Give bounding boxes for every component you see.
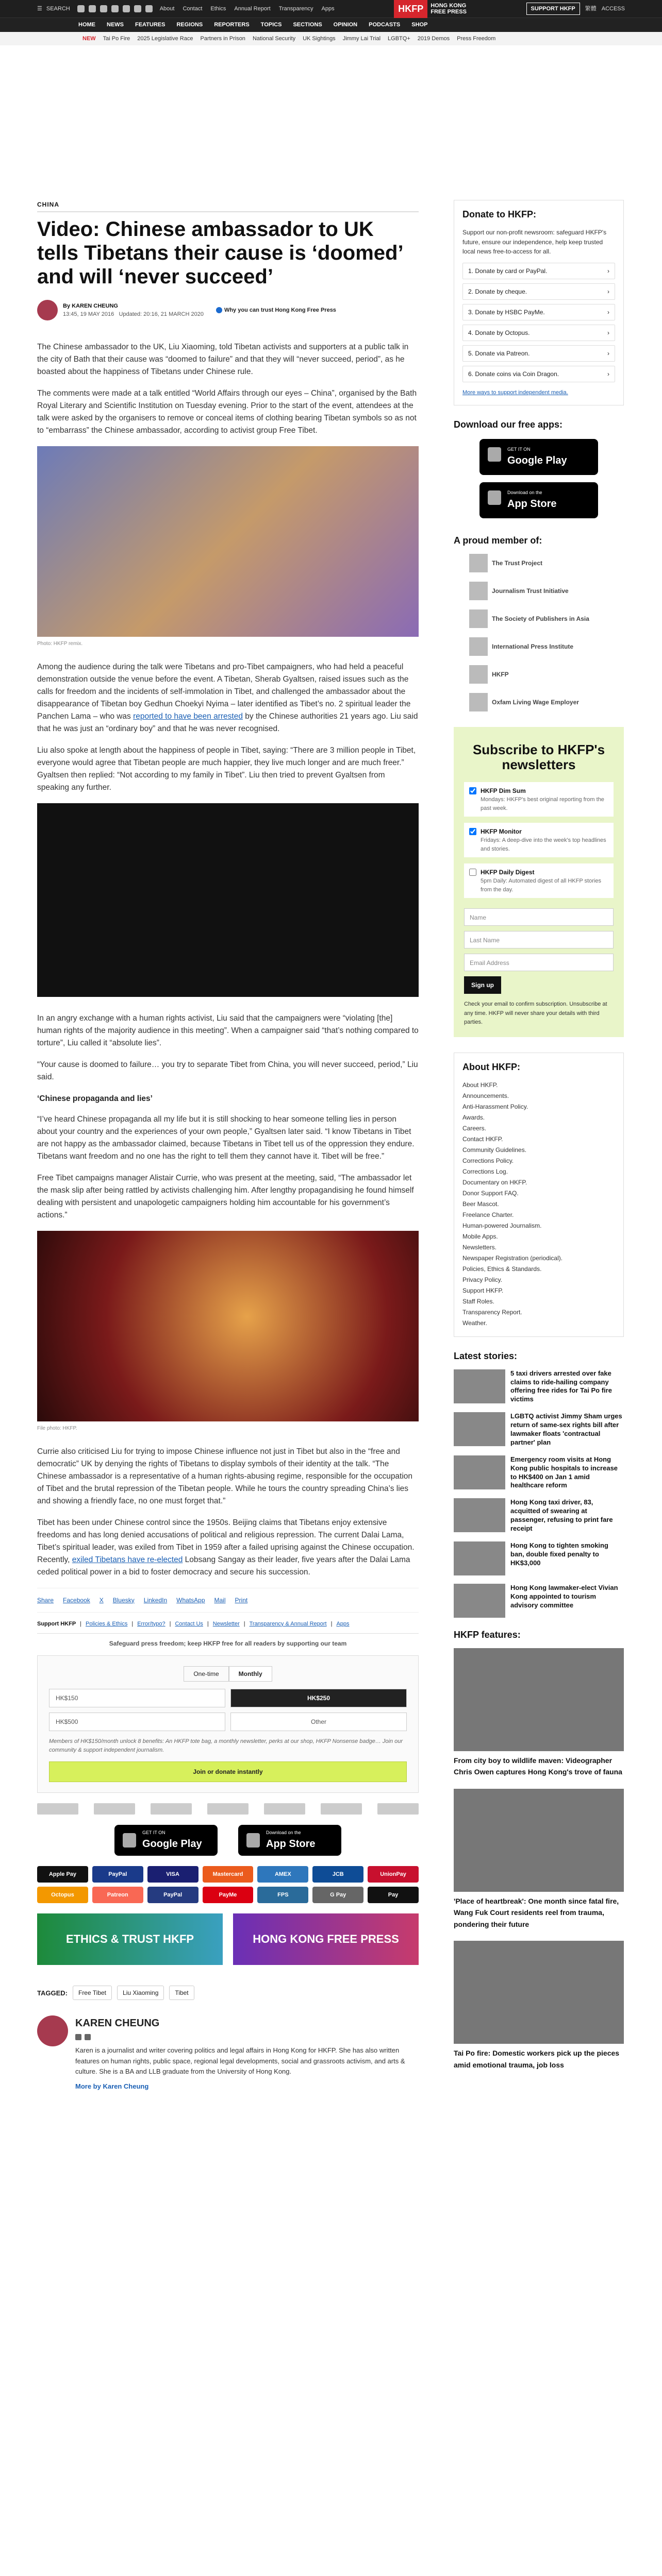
logo-box: HKFP xyxy=(394,0,427,18)
paragraph: Free Tibet campaigns manager Alistair Currie, who was present at the meeting, said, “The ambassador let the mask slip after being rattled by activists challenging him. After lengthy propagandising he found himself dealing with persistent and unapologetic campaigners holding him accountable for his government’s actions.” xyxy=(37,1173,414,1219)
about-link[interactable]: Announcements. xyxy=(462,1092,509,1099)
about-link[interactable]: About HKFP. xyxy=(462,1081,498,1089)
share-bar xyxy=(37,1588,419,1613)
feature-story[interactable] xyxy=(454,1941,624,2071)
newsletter-title: Subscribe to HKFP's newsletters xyxy=(472,742,605,772)
donate-method[interactable]: 2. Donate by cheque. › xyxy=(462,283,615,300)
chevron-right-icon: › xyxy=(607,287,609,295)
top-link[interactable]: Annual Report xyxy=(234,5,271,12)
about-link[interactable]: Freelance Charter. xyxy=(462,1211,514,1218)
donate-widget xyxy=(454,200,624,405)
about-widget xyxy=(454,1053,624,1337)
account-link[interactable]: ACCESS xyxy=(601,5,625,12)
newsletter-link[interactable]: Newsletter xyxy=(212,1620,240,1627)
newsletter-option[interactable]: HKFP Monitor Fridays: A deep-dive into the week's top headlines and stories. xyxy=(464,823,614,857)
story-thumbnail xyxy=(454,1412,505,1446)
newsletter-fine-print: Check your email to confirm subscription. Unsubscribe at any time. HKFP will never share your details with third parties. xyxy=(464,1001,607,1025)
share-print[interactable]: Print xyxy=(235,1596,248,1604)
bluesky-icon[interactable] xyxy=(145,5,153,12)
chevron-right-icon: › xyxy=(607,349,609,357)
about-link[interactable]: Support HKFP. xyxy=(462,1286,504,1294)
top-link[interactable]: About xyxy=(159,5,175,12)
tag[interactable]: Tibet xyxy=(169,1986,194,2000)
partner-logo[interactable] xyxy=(37,1803,78,1815)
nav-reporters[interactable]: REPORTERS xyxy=(214,22,250,28)
payment-logo: Mastercard xyxy=(203,1866,254,1883)
about-link[interactable]: Corrections Log. xyxy=(462,1167,508,1175)
about-link[interactable]: Human-powered Journalism. xyxy=(462,1222,542,1229)
feature-headline: Tai Po fire: Domestic workers pick up the pieces amid emotional trauma, job loss xyxy=(454,2049,620,2069)
newsletter-option[interactable]: HKFP Dim Sum Mondays: HKFP's best original reporting from the past week. xyxy=(464,782,614,817)
story-headline: Hong Kong taxi driver, 83, acquitted of swearing at passenger, refusing to print fare receipt xyxy=(510,1498,613,1532)
payment-logo: UnionPay xyxy=(368,1866,419,1883)
donate-method[interactable]: 5. Donate via Patreon. › xyxy=(462,345,615,362)
facebook-icon[interactable] xyxy=(89,5,96,12)
nav-features[interactable]: FEATURES xyxy=(135,22,166,28)
support-link[interactable]: Support HKFP xyxy=(37,1620,76,1627)
top-link[interactable]: Transparency xyxy=(278,5,313,12)
amount-option-selected[interactable]: HK$250 xyxy=(230,1689,407,1707)
nav-regions[interactable]: REGIONS xyxy=(176,22,203,28)
donate-method[interactable]: 3. Donate by HSBC PayMe. › xyxy=(462,304,615,320)
sidebar xyxy=(454,200,624,2081)
trust-link[interactable]: Why you can trust Hong Kong Free Press xyxy=(216,306,336,315)
member-logo[interactable]: The Trust Project xyxy=(469,554,624,572)
about-link[interactable]: Community Guidelines. xyxy=(462,1146,527,1154)
video-player[interactable] xyxy=(37,803,419,997)
site-logo[interactable] xyxy=(394,0,467,18)
latest-story[interactable] xyxy=(454,1369,624,1404)
trust-icon xyxy=(216,307,222,313)
tags xyxy=(37,1986,419,2000)
trending-link[interactable]: UK Sightings xyxy=(303,35,336,42)
chevron-right-icon: › xyxy=(607,267,609,275)
signup-button[interactable]: Sign up xyxy=(464,976,501,994)
partner-logo[interactable] xyxy=(151,1803,192,1815)
payment-logo: Octopus xyxy=(37,1887,88,1903)
donate-method[interactable]: 6. Donate coins via Coin Dragon. › xyxy=(462,366,615,382)
about-link[interactable]: Privacy Policy. xyxy=(462,1276,503,1283)
share-whatsapp[interactable]: WhatsApp xyxy=(176,1596,205,1604)
latest-story[interactable] xyxy=(454,1412,624,1447)
last-name-field[interactable]: Last Name xyxy=(464,931,614,948)
tag[interactable]: Free Tibet xyxy=(73,1986,112,2000)
nav-news[interactable]: NEWS xyxy=(107,22,124,28)
article-category[interactable]: CHINA xyxy=(37,200,419,212)
partner-logo[interactable] xyxy=(321,1803,362,1815)
paragraph: “I’ve heard Chinese propaganda all my life but it is still shocking to hear someone telling lies in person about your country and the experiences of your own people,” Gyaltsen later said. “I know Tibetans in Tibet are not happy as the ambassador claimed, because Tibetans in Tibet tell us of the oppression they endure. Tibetans want freedom and no one has the right to tell them they cannot have it. Tibet will be free.” xyxy=(37,1114,415,1161)
partner-logo[interactable] xyxy=(377,1803,419,1815)
tagged-label: TAGGED: xyxy=(37,1989,68,1997)
author-link[interactable]: KAREN CHEUNG xyxy=(72,302,118,309)
more-ways-link[interactable]: More ways to support independent media. xyxy=(462,389,568,396)
nav-podcasts[interactable]: PODCASTS xyxy=(369,22,401,28)
story-headline: LGBTQ activist Jimmy Sham urges return of same-sex rights bill after lawmaker floats 'contractual partner' plan xyxy=(510,1412,622,1446)
paragraph: Liu also spoke at length about the happiness of people in Tibet, saying: “There are 3 million people in Tibet, everyone would agree that Tibetan people are much happier, they live much longer and are much freer.” Gyaltsen then replied: “Not according to my family in Tibet”. Liu then tried to prevent Gyaltsen from speaking any further. xyxy=(37,746,416,792)
about-link[interactable]: Staff Roles. xyxy=(462,1297,494,1305)
author-photo[interactable] xyxy=(37,2015,68,2046)
tag[interactable]: Liu Xiaoming xyxy=(117,1986,164,2000)
logo-text-2: FREE PRESS xyxy=(431,9,467,15)
apps-link[interactable]: Apps xyxy=(336,1620,350,1627)
feature-story[interactable] xyxy=(454,1648,624,1778)
member-logo[interactable]: Oxfam Living Wage Employer xyxy=(469,693,624,711)
feature-headline: 'Place of heartbreak': One month since fatal fire, Wang Fuk Court residents reel from trauma, pondering their future xyxy=(454,1896,619,1928)
story-thumbnail xyxy=(454,1584,505,1618)
share-linkedin[interactable]: LinkedIn xyxy=(143,1596,168,1604)
top-link[interactable]: Apps xyxy=(321,5,335,12)
photo-caption: Photo: HKFP remix. xyxy=(37,641,83,647)
article-title: Video: Chinese ambassador to UK tells Tibetans their cause is ‘doomed’ and will ‘never succeed’ xyxy=(37,218,403,288)
feature-image xyxy=(454,1648,624,1751)
instagram-icon[interactable] xyxy=(100,5,107,12)
story-thumbnail xyxy=(454,1541,505,1575)
ambassador-photo xyxy=(37,446,419,637)
name-field[interactable]: Name xyxy=(464,908,614,926)
photo-caption: File photo: HKFP. xyxy=(37,1425,77,1431)
top-bar xyxy=(0,0,662,18)
story-thumbnail xyxy=(454,1369,505,1403)
support-button[interactable]: SUPPORT HKFP xyxy=(526,3,580,15)
policies-link[interactable]: Policies & Ethics xyxy=(86,1620,128,1627)
newsletter-option[interactable]: HKFP Daily Digest 5pm Daily: Automated digest of all HKFP stories from the day. xyxy=(464,863,614,898)
donation-note: Members of HK$150/month unlock 8 benefits: An HKFP tote bag, a monthly newsletter, perks at our shop, HKFP Nonsense badge… Join our community & support independent journalism. xyxy=(49,1738,403,1753)
main-nav xyxy=(0,18,662,32)
author-avatar[interactable] xyxy=(37,300,58,320)
top-links xyxy=(160,5,335,13)
youtube-icon[interactable] xyxy=(123,5,130,12)
trending-bar xyxy=(0,32,662,45)
x-icon[interactable] xyxy=(77,5,85,12)
nav-opinion[interactable]: OPINION xyxy=(333,22,358,28)
payment-methods xyxy=(37,1866,419,1903)
latest-story[interactable] xyxy=(454,1498,624,1533)
amount-option[interactable]: HK$150 xyxy=(49,1689,225,1707)
trending-link[interactable]: 2019 Demos xyxy=(417,35,450,42)
language-link[interactable]: 繁體 xyxy=(585,5,597,12)
about-link[interactable]: Donor Support FAQ. xyxy=(462,1189,519,1197)
story-headline: 5 taxi drivers arrested over fake claims to ride-hailing company offering free rides for Tai Po fire victims xyxy=(510,1369,612,1403)
join-button[interactable]: Join or donate instantly xyxy=(49,1761,407,1782)
trending-link[interactable]: Press Freedom xyxy=(457,35,496,42)
payment-logo: AMEX xyxy=(257,1866,308,1883)
error-link[interactable]: Error/typo? xyxy=(137,1620,166,1627)
threads-icon[interactable] xyxy=(111,5,119,12)
mail-icon[interactable] xyxy=(85,2034,91,2040)
about-link[interactable]: Weather. xyxy=(462,1319,487,1327)
newsletter-checkbox[interactable] xyxy=(469,869,476,876)
article xyxy=(37,200,419,2092)
donation-box xyxy=(37,1655,419,1793)
author-box xyxy=(37,2015,419,2092)
trending-link[interactable]: 2025 Legislative Race xyxy=(137,35,193,42)
feature-story[interactable] xyxy=(454,1789,624,1931)
app-store-button[interactable]: Download on the App Store xyxy=(479,482,598,518)
chevron-right-icon: › xyxy=(607,370,609,378)
trending-link[interactable]: Jimmy Lai Trial xyxy=(342,35,381,42)
paragraph: The Chinese ambassador to the UK, Liu Xiaoming, told Tibetan activists and supporters at a public talk in the city of Bath that their cause was “doomed to failure” and that they will “never succeed, period”, as he boasted about the happiness of Tibetans under Chinese rule. xyxy=(37,343,409,377)
feature-headline: From city boy to wildlife maven: Videographer Chris Owen captures Hong Kong's trove of fauna xyxy=(454,1756,622,1776)
more-by-author-link[interactable]: More by Karen Cheung xyxy=(75,2082,149,2090)
social-icons xyxy=(77,5,153,12)
trending-link[interactable]: LGBTQ+ xyxy=(388,35,410,42)
app-store-button[interactable]: Download on the App Store xyxy=(238,1825,341,1856)
payment-logo: PayMe xyxy=(203,1887,254,1903)
payment-logo: Apple Pay xyxy=(37,1866,88,1883)
latest-stories xyxy=(454,1369,624,1618)
transparency-link[interactable]: Transparency & Annual Report xyxy=(249,1620,327,1627)
apps-title: Download our free apps: xyxy=(454,419,563,430)
article-footer-links: Support HKFP | Policies & Ethics | Error/typo? | Contact Us | Newsletter | Transparency & Annual Report | Apps xyxy=(37,1620,419,1634)
chevron-right-icon: › xyxy=(607,308,609,316)
nav-shop[interactable]: SHOP xyxy=(411,22,428,28)
logo-text-1: HONG KONG xyxy=(431,2,467,9)
trending-link[interactable]: National Security xyxy=(252,35,296,42)
author-name[interactable]: KAREN CHEUNG xyxy=(75,2018,160,2029)
newsletter-checkbox[interactable] xyxy=(469,828,476,835)
payment-logo: G Pay xyxy=(312,1887,363,1903)
search-button[interactable]: ☰ SEARCH xyxy=(37,5,70,13)
payment-logo: Patreon xyxy=(92,1887,143,1903)
features-title: HKFP features: xyxy=(454,1629,521,1640)
proud-title: A proud member of: xyxy=(454,535,542,546)
trending-link[interactable]: Partners in Prison xyxy=(200,35,245,42)
share-x[interactable]: X xyxy=(99,1596,104,1604)
story-headline: Hong Kong to tighten smoking ban, double fixed penalty to HK$3,000 xyxy=(510,1541,608,1567)
nav-topics[interactable]: TOPICS xyxy=(260,22,282,28)
latest-title: Latest stories: xyxy=(454,1350,518,1361)
updated-date: Updated: 20:16, 21 MARCH 2020 xyxy=(119,311,204,317)
payment-logo: FPS xyxy=(257,1887,308,1903)
story-headline: Emergency room visits at Hong Kong public hospitals to increase to HK$400 on Jan 1 amid healthcare reform xyxy=(510,1455,618,1489)
re-elected-link[interactable]: exiled Tibetans have re-elected xyxy=(72,1555,183,1564)
about-link[interactable]: Transparency Report. xyxy=(462,1308,522,1316)
story-thumbnail xyxy=(454,1455,505,1489)
about-link[interactable]: Anti-Harassment Policy. xyxy=(462,1103,528,1110)
donate-title: Donate to HKFP: xyxy=(462,209,536,219)
member-logo[interactable]: HKFP xyxy=(469,665,624,684)
payment-logo: Pay xyxy=(368,1887,419,1903)
feature-stories xyxy=(454,1648,624,2072)
partner-logo[interactable] xyxy=(207,1803,249,1815)
trending-link[interactable]: Tai Po Fire xyxy=(103,35,130,42)
share-mail[interactable]: Mail xyxy=(214,1596,226,1604)
top-link[interactable]: Contact xyxy=(183,5,203,12)
member-logo[interactable]: The Society of Publishers in Asia xyxy=(469,609,624,628)
contact-link[interactable]: Contact Us xyxy=(175,1620,203,1627)
trending-new: NEW xyxy=(82,35,96,42)
paragraph: Among the audience during the talk were Tibetans and pro-Tibet campaigners, who had held a peaceful demonstration outside the venue before the event. A Tibetan, Sherab Gyaltsen, raised issues such as the calls for freedom and the incidents of self-immolation in Tibet, and challenged the ambassador about the disappearance of Tibetan boy Gedhun Choekyi Nyima – later identified as Tibet’s no. 2 spiritual leader the Panchen Lama – who was reported to have been arrested by the Chinese authorities 21 years ago. Liu said that he was just an “ordinary boy” and that he was never recognised. xyxy=(37,663,418,734)
about-link[interactable]: Contact HKFP. xyxy=(462,1135,503,1143)
section-heading: ‘Chinese propaganda and lies’ xyxy=(37,1094,153,1104)
tibet-flag-photo xyxy=(37,1231,419,1421)
safeguard-text: Safeguard press freedom; keep HKFP free for all readers by supporting our team xyxy=(109,1640,347,1648)
member-logo[interactable]: International Press Institute xyxy=(469,637,624,656)
share-facebook[interactable]: Facebook xyxy=(63,1596,90,1604)
partner-logo[interactable] xyxy=(264,1803,305,1815)
paragraph: “Your cause is doomed to failure… you try to separate Tibet from China, you will never succeed, period,” Liu said. xyxy=(37,1060,418,1082)
amount-option[interactable]: HK$500 xyxy=(49,1713,225,1731)
about-link[interactable]: Documentary on HKFP. xyxy=(462,1178,527,1186)
google-play-button[interactable]: GET IT ON Google Play xyxy=(114,1825,218,1856)
payment-logo: JCB xyxy=(312,1866,363,1883)
newsletter-checkbox[interactable] xyxy=(469,787,476,794)
story-headline: Hong Kong lawmaker-elect Vivian Kong appointed to tourism advisory committee xyxy=(510,1583,618,1609)
partner-logo[interactable] xyxy=(94,1803,135,1815)
google-play-button[interactable]: GET IT ON Google Play xyxy=(479,439,598,475)
payment-logo: VISA xyxy=(147,1866,198,1883)
amount-other[interactable]: Other xyxy=(230,1713,407,1731)
byline: By KAREN CHEUNG 13:45, 19 MAY 2016 Updated: 20:16, 21 MARCH 2020 Why you can trust Hong Kong Free Press xyxy=(37,300,419,320)
about-link[interactable]: Policies, Ethics & Standards. xyxy=(462,1265,542,1273)
about-link[interactable]: Awards. xyxy=(462,1113,485,1121)
partner-logos xyxy=(37,1803,419,1815)
ethics-banner[interactable]: ETHICS & TRUST HKFP xyxy=(37,1913,223,1965)
member-logos xyxy=(454,554,624,711)
share-link[interactable]: Share xyxy=(37,1596,54,1604)
paragraph: In an angry exchange with a human rights activist, Liu said that the campaigners were “violating [the] human rights of the majority audience in this meeting”. When a campaigner said “that’s nothing compared to torture”, Liu called it “absolute lies”. xyxy=(37,1014,419,1048)
nav-sections[interactable]: SECTIONS xyxy=(293,22,322,28)
author-bio: Karen is a journalist and writer covering politics and legal affairs in Hong Kong for HKFP. She has also written features on human rights, public space, regional legal developments, social and grassroots activism, and arts & culture. She is a BA and LLB graduate from the University of Hong Kong. xyxy=(75,2046,405,2075)
email-field[interactable]: Email Address xyxy=(464,954,614,971)
donate-method[interactable]: 1. Donate by card or PayPal. › xyxy=(462,263,615,279)
linkedin-icon[interactable] xyxy=(134,5,141,12)
member-logo[interactable]: Journalism Trust Initiative xyxy=(469,582,624,600)
paragraph: The comments were made at a talk entitled “World Affairs through our eyes – China”, organised by the Bath Royal Literary and Scientific Institution on Tuesday evening. Prior to the start of the event, attendees at the talk were asked by the organisers to remove or conceal items of clothing bearing Tibetan symbols so as not to “embarrass” the Chinese ambassador, according to activist group Free Tibet. xyxy=(37,389,417,435)
latest-story[interactable] xyxy=(454,1541,624,1575)
menu-icon: ☰ xyxy=(37,5,42,12)
payment-logo: PayPal xyxy=(147,1887,198,1903)
arrest-link[interactable]: reported to have been arrested xyxy=(133,712,243,721)
story-thumbnail xyxy=(454,1498,505,1532)
nav-home[interactable]: HOME xyxy=(78,22,95,28)
feature-image xyxy=(454,1789,624,1892)
tab-monthly[interactable]: Monthly xyxy=(229,1666,272,1682)
about-link[interactable]: Beer Mascot. xyxy=(462,1200,499,1208)
feature-image xyxy=(454,1941,624,2044)
latest-story[interactable] xyxy=(454,1584,624,1618)
share-bluesky[interactable]: Bluesky xyxy=(112,1596,135,1604)
donate-intro: Support our non-profit newsroom: safeguard HKFP's future, ensure our independence, help keep trusted local news free-to-access for all. xyxy=(462,229,607,256)
latest-story[interactable] xyxy=(454,1455,624,1490)
about-link[interactable]: Newsletters. xyxy=(462,1243,497,1251)
chevron-right-icon: › xyxy=(607,329,609,336)
tab-one-time[interactable]: One-time xyxy=(184,1666,228,1682)
newsletter-signup xyxy=(454,727,624,1037)
paragraph: Tibet has been under Chinese control since the 1950s. Beijing claims that Tibetans enjoy extensive freedoms and has long denied accusations of political and religious repression. The current Dalai Lama, Tibet’s spiritual leader, was exiled from Tibet in 1959 after a failed uprising against the Chinese occupation. Recently, exiled Tibetans have re-elected Lobsang Sangay as their leader, five years after the Dalai Lama ceded political power in a bid to foster democracy and secure his succession. xyxy=(37,1518,415,1577)
about-link[interactable]: Corrections Policy. xyxy=(462,1157,514,1164)
paragraph: Currie also criticised Liu for trying to impose Chinese influence not just in Tibet but also in the “free and democratic” UK by denying the rights of Tibetans to display symbols of their identity at the talk. “The Chinese ambassador is a representative of a human rights-abusing regime, responsible for the occupation of Tibet and the brutal repression of the Tibetan people. While he tours the country spreading China’s lies and showing a friendly face, no one must forget that.” xyxy=(37,1447,413,1505)
publish-date: 13:45, 19 MAY 2016 xyxy=(63,311,114,317)
about-title: About HKFP: xyxy=(462,1061,520,1072)
donate-method[interactable]: 4. Donate by Octopus. › xyxy=(462,325,615,341)
payment-logo: PayPal xyxy=(92,1866,143,1883)
about-link[interactable]: Newspaper Registration (periodical). xyxy=(462,1254,563,1262)
about-link[interactable]: Mobile Apps. xyxy=(462,1232,498,1240)
hkfp-banner[interactable]: HONG KONG FREE PRESS xyxy=(233,1913,419,1965)
about-link[interactable]: Careers. xyxy=(462,1124,487,1132)
x-icon[interactable] xyxy=(75,2034,81,2040)
top-link[interactable]: Ethics xyxy=(210,5,226,12)
